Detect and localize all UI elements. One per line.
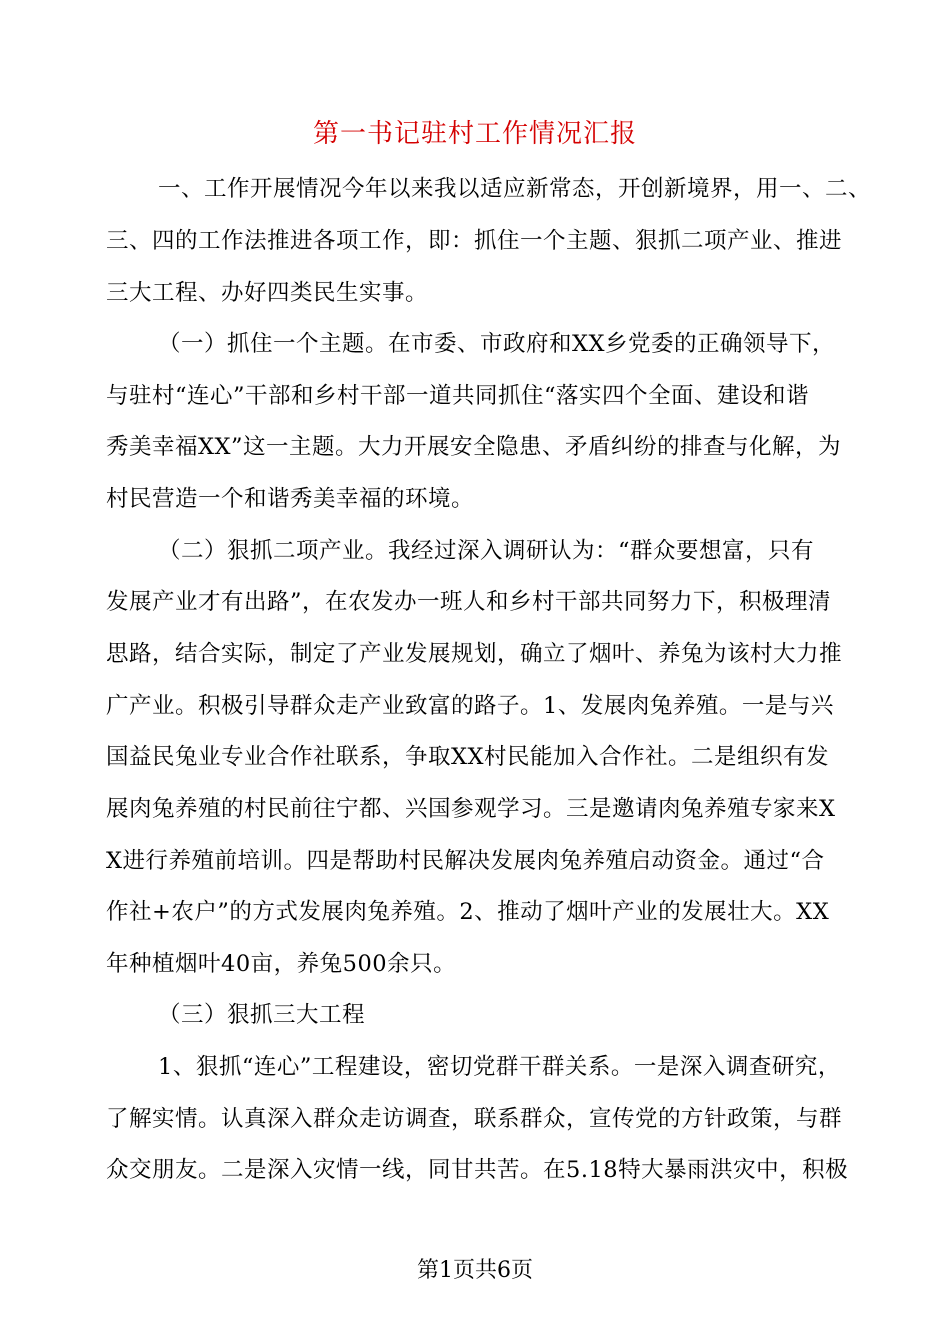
body-line: 展肉兔养殖的村民前往宁都、兴国参观学习。三是邀请肉兔养殖专家来X — [106, 796, 836, 822]
body-line: 三大工程、办好四类民生实事。 — [106, 280, 429, 306]
body-line: 与驻村“连心”干部和乡村干部一道共同抓住“落实四个全面、建设和谐 — [106, 383, 810, 409]
body-line: （二）狠抓二项产业。我经过深入调研认为：“群众要想富，只有 — [158, 538, 815, 564]
body-line: 众交朋友。二是深入灾情一线，同甘共苦。在5.18特大暴雨洪灾中，积极 — [106, 1157, 849, 1183]
body-line: 村民营造一个和谐秀美幸福的环境。 — [106, 486, 475, 512]
body-line: X进行养殖前培训。四是帮助村民解决发展肉兔养殖启动资金。通过“合 — [106, 848, 825, 874]
body-line: 秀美幸福XX”这一主题。大力开展安全隐患、矛盾纠纷的排查与化解，为 — [106, 434, 842, 460]
body-line: （三）狠抓三大工程 — [158, 1002, 366, 1028]
body-line: 一、工作开展情况今年以来我以适应新常态，开创新境界，用一、二、 — [158, 176, 872, 202]
body-line: 三、四的工作法推进各项工作，即：抓住一个主题、狠抓二项产业、推进 — [106, 228, 843, 254]
body-line: 年种植烟叶40亩，养兔500余只。 — [106, 951, 457, 977]
body-line: 广产业。积极引导群众走产业致富的路子。1、发展肉兔养殖。一是与兴 — [106, 693, 834, 719]
body-line: 国益民兔业专业合作社联系，争取XX村民能加入合作社。二是组织有发 — [106, 744, 830, 770]
body-line: 1、狠抓“连心”工程建设，密切党群干群关系。一是深入调查研究， — [158, 1054, 841, 1080]
body-line: 发展产业才有出路”，在农发办一班人和乡村干部共同努力下，积极理清 — [106, 589, 832, 615]
document-title: 第一书记驻村工作情况汇报 — [312, 119, 637, 149]
body-line: （一）抓住一个主题。在市委、市政府和XX乡党委的正确领导下， — [158, 331, 836, 357]
body-line: 思路，结合实际，制定了产业发展规划，确立了烟叶、养兔为该村大力推 — [106, 641, 843, 667]
body-line: 作社+农户”的方式发展肉兔养殖。2、推动了烟叶产业的发展壮大。XX — [106, 899, 830, 925]
page-footer: 第1页共6页 — [417, 1258, 533, 1283]
body-line: 了解实情。认真深入群众走访调查，联系群众，宣传党的方针政策，与群 — [106, 1106, 843, 1132]
